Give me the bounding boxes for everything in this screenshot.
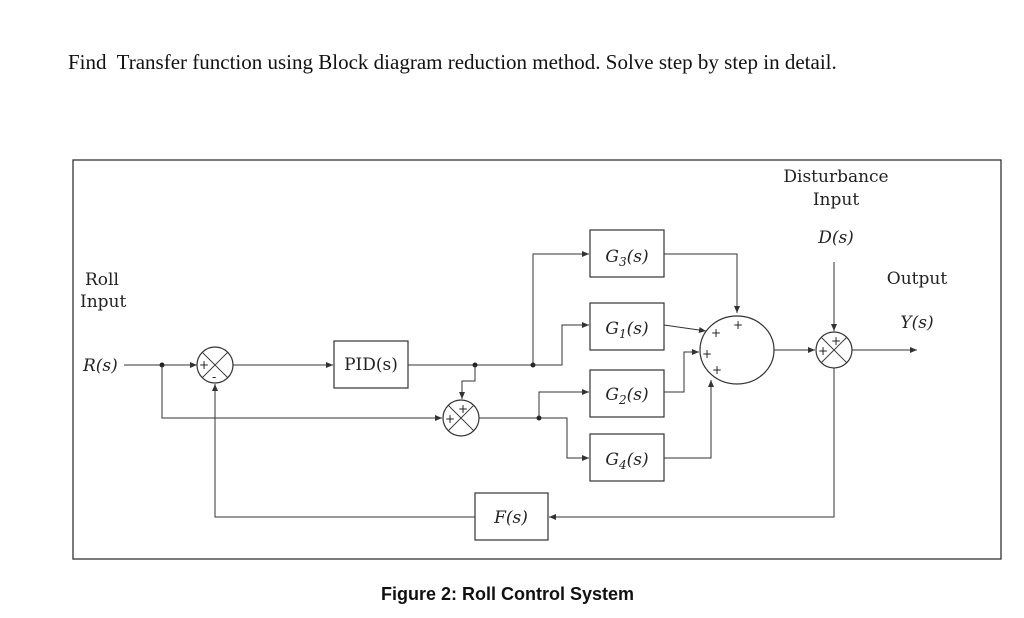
- feedback-block: [475, 493, 548, 540]
- sum2-left-plus-sign: +: [445, 412, 456, 426]
- disturbance-label: Disturbance: [783, 167, 889, 187]
- summing-junction-1: [197, 347, 233, 384]
- pid-to-sum2-line: [462, 365, 475, 399]
- g3-block: [590, 230, 664, 277]
- roll-input-label: Input: [80, 292, 127, 312]
- summing-junction-2: [443, 400, 479, 436]
- to-g4-line: [539, 418, 589, 458]
- disturbance-input-label: Input: [812, 190, 860, 210]
- g4-block: [590, 434, 664, 481]
- g1-block: [590, 303, 664, 350]
- roll-label: Roll: [85, 270, 119, 290]
- dsum-left-plus-sign: +: [818, 344, 829, 358]
- disturbance-signal-label: D(s): [818, 228, 854, 248]
- feedback-label: F(s): [494, 508, 528, 528]
- dsum-top-plus-sign: +: [831, 334, 842, 348]
- to-g3-line: [533, 254, 589, 365]
- g2-label: $G_2(s)$: [605, 385, 649, 407]
- g3-output-line: [664, 254, 737, 313]
- sum2-top-plus-sign: +: [458, 402, 469, 416]
- main-sum-top-plus-sign: +: [733, 318, 744, 332]
- g4-label: $G_4(s)$: [605, 450, 649, 472]
- main-summing-junction: [700, 316, 774, 384]
- to-g2-line: [539, 392, 589, 418]
- g2-output-line: [664, 352, 699, 392]
- g1-output-line: [664, 325, 706, 331]
- feedback-return-line: [215, 384, 475, 517]
- output-signal-label: Y(s): [900, 313, 934, 333]
- main-sum-left-plus-sign: +: [711, 326, 722, 340]
- input-signal-label: R(s): [83, 356, 118, 376]
- output-label: Output: [886, 269, 948, 289]
- disturbance-summing-junction: [816, 332, 852, 368]
- main-sum-mid-plus-sign: +: [702, 347, 713, 361]
- problem-statement: Find Transfer function using Block diagram reduction method. Solve step by step in detail.: [68, 50, 837, 74]
- sum1-minus-sign: -: [212, 370, 217, 384]
- g1-label: $G_1(s)$: [605, 319, 649, 341]
- pid-label: PID(s): [344, 355, 398, 375]
- g3-label: $G_3(s)$: [605, 247, 649, 269]
- to-g1-line: [533, 325, 589, 365]
- main-sum-bottom-plus-sign: +: [712, 363, 723, 377]
- pid-block: [334, 341, 408, 388]
- g2-block: [590, 370, 664, 417]
- figure-caption: Figure 2: Roll Control System: [380, 584, 635, 604]
- sum1-plus-sign: +: [199, 358, 210, 372]
